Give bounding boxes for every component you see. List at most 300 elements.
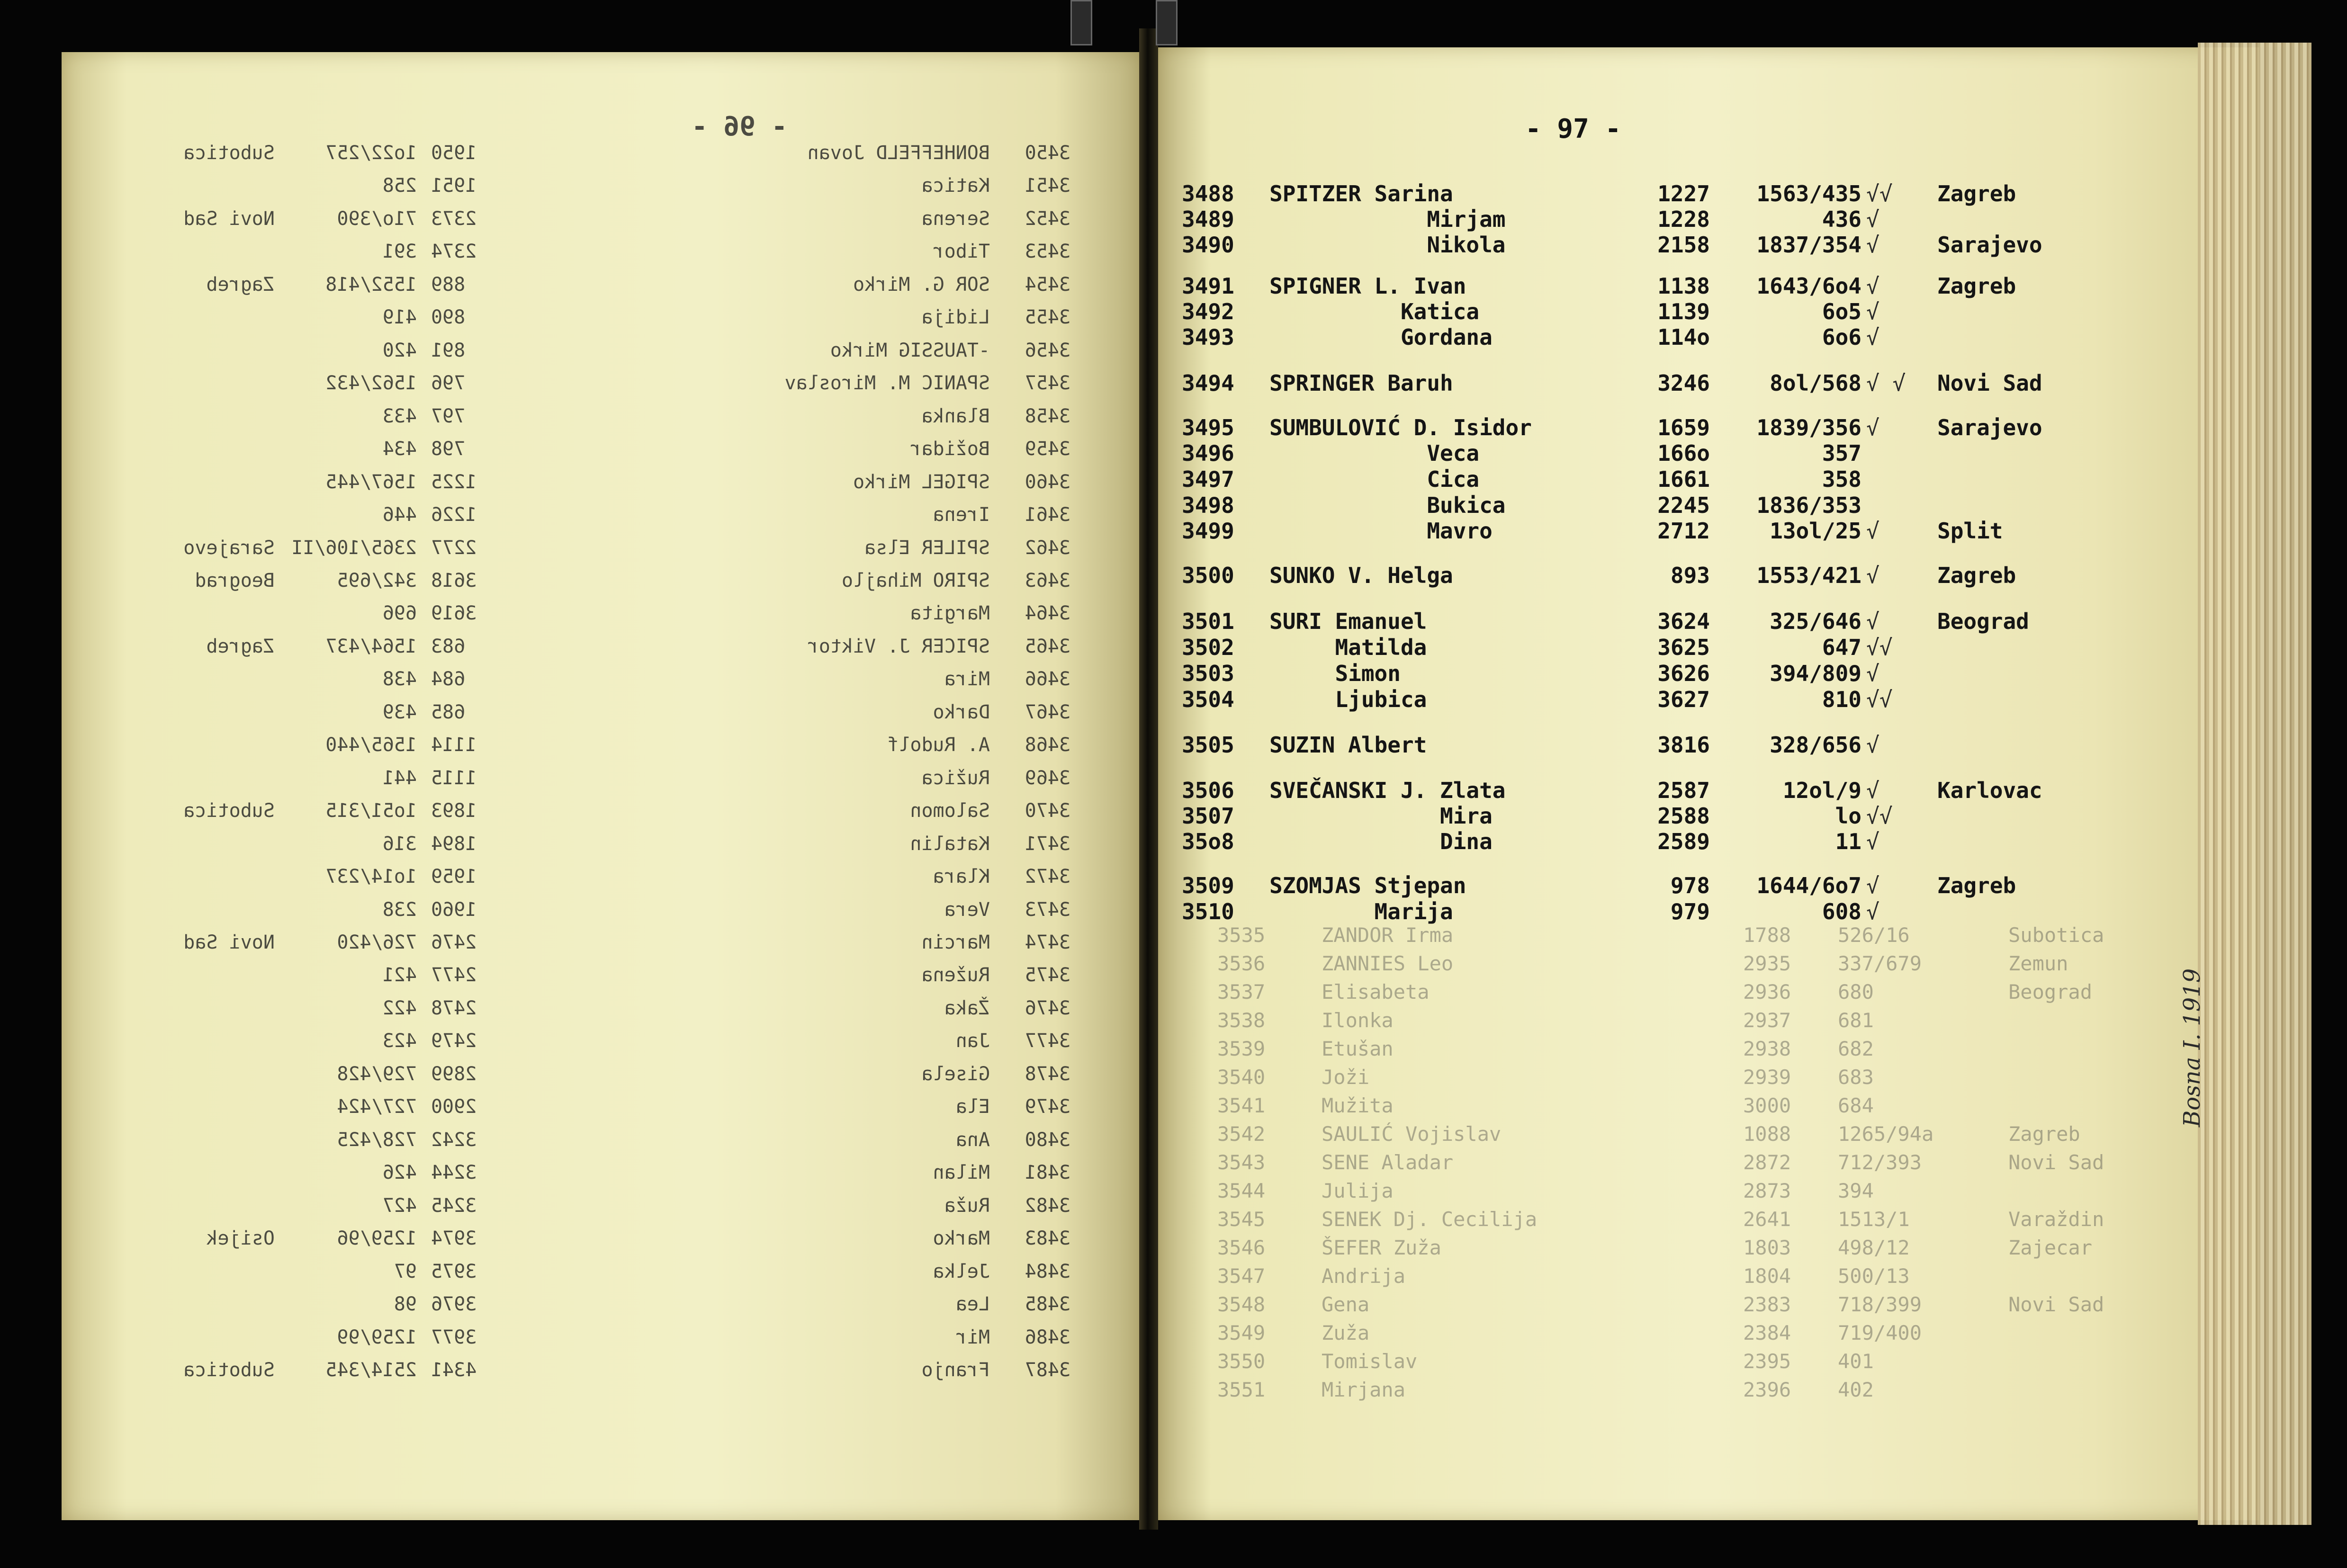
faint-entry-id: 2384 <box>1743 1321 1791 1344</box>
ghost-entry-id: 889 <box>431 274 466 296</box>
entry-name: Mira <box>1269 803 1493 829</box>
ghost-entry-number: 3471 <box>1025 833 1070 855</box>
faint-entry-number: 3538 <box>1217 1009 1266 1032</box>
entry-name: SPRINGER Baruh <box>1269 370 1453 396</box>
entry-name: Dina <box>1269 829 1493 854</box>
faint-entry-name: Mužita <box>1322 1094 1394 1117</box>
ghost-entry-name: SPIGEL Mirko <box>853 471 990 493</box>
faint-entry-ref: 526/16 <box>1838 923 1910 947</box>
check-mark: √ <box>1866 299 1879 324</box>
ghost-entry-id: 2900 <box>431 1096 477 1118</box>
entry-name: SUNKO V. Helga <box>1269 563 1453 588</box>
ghost-entry-id: 1115 <box>431 767 477 789</box>
ghost-entry-ref: 427 <box>382 1195 417 1217</box>
ghost-entry-number: 3453 <box>1025 241 1070 262</box>
entry-number: 3496 <box>1182 440 1234 466</box>
faint-entry-number: 3542 <box>1217 1122 1266 1146</box>
entry-number: 3493 <box>1182 324 1234 350</box>
entry-id: 3626 <box>1657 661 1710 686</box>
check-mark: √ <box>1866 873 1879 898</box>
entry-id: 1227 <box>1657 181 1710 206</box>
faint-entry-ref: 337/679 <box>1838 952 1922 975</box>
faint-entry-ref: 1265/94a <box>1838 1122 1934 1146</box>
table-row <box>0 609 2347 636</box>
ghost-entry-city: Osijek <box>206 1228 275 1249</box>
entry-id: 3246 <box>1657 370 1710 396</box>
ghost-entry-id: 683 <box>431 636 466 657</box>
faint-entry-name: SENE Aladar <box>1322 1151 1454 1174</box>
entry-ref: 647 <box>1822 635 1861 660</box>
entry-id: 893 <box>1670 563 1710 588</box>
ghost-entry-name: Gisela <box>921 1063 990 1085</box>
ghost-entry-ref: 420 <box>382 340 417 361</box>
ghost-entry-ref: 71o/390 <box>337 208 417 230</box>
ghost-entry-id: 3976 <box>431 1293 477 1315</box>
ghost-entry-name: Lea <box>955 1293 990 1315</box>
ghost-entry-number: 3454 <box>1025 274 1070 296</box>
entry-ref: 394/809 <box>1770 661 1861 686</box>
ghost-entry-ref: 423 <box>382 1030 417 1052</box>
ghost-entry-number: 3475 <box>1025 964 1070 986</box>
ghost-entry-ref: 1562/432 <box>325 372 417 394</box>
ghost-entry-id: 2477 <box>431 964 477 986</box>
entry-number: 3498 <box>1182 493 1234 518</box>
faint-row <box>0 1094 2347 1121</box>
faint-entry-id: 2383 <box>1743 1293 1791 1316</box>
entry-id: 166o <box>1657 440 1710 466</box>
faint-row <box>0 1179 2347 1207</box>
faint-row <box>0 1151 2347 1178</box>
entry-city: Split <box>1937 518 2003 544</box>
ghost-entry-id: 891 <box>431 340 466 361</box>
ghost-entry-number: 3472 <box>1025 866 1070 887</box>
entry-city: Beograd <box>1937 609 2029 634</box>
faint-row <box>0 1037 2347 1065</box>
ghost-entry-id: 3619 <box>431 602 477 624</box>
binding-clip <box>1156 0 1178 45</box>
faint-entry-name: Ilonka <box>1322 1009 1394 1032</box>
faint-entry-name: SAULIĆ Vojislav <box>1322 1122 1502 1146</box>
faint-entry-city: Beograd <box>2008 980 2093 1004</box>
entry-number: 3510 <box>1182 899 1234 924</box>
entry-city: Sarajevo <box>1937 415 2042 440</box>
entry-city: Karlovac <box>1937 778 2042 803</box>
ghost-entry-id: 3618 <box>431 570 477 591</box>
entry-number: 3505 <box>1182 732 1234 758</box>
ghost-entry-number: 3487 <box>1025 1359 1070 1381</box>
ghost-entry-id: 684 <box>431 668 466 690</box>
ghost-entry-number: 3483 <box>1025 1228 1070 1249</box>
ghost-entry-name: SPILER Elsa <box>864 537 990 559</box>
check-mark: √ √ <box>1866 370 1906 396</box>
ghost-entry-number: 3466 <box>1025 668 1070 690</box>
entry-ref: 1563/435 <box>1756 181 1861 206</box>
ghost-entry-city: Novi Sad <box>183 932 275 953</box>
ghost-entry-number: 3450 <box>1025 142 1070 164</box>
ghost-entry-city: Zagreb <box>206 636 275 657</box>
entry-id: 978 <box>1670 873 1710 898</box>
table-row <box>0 518 2347 546</box>
ghost-entry-ref: 1567/445 <box>325 471 417 493</box>
ghost-entry-name: Vera <box>944 899 990 921</box>
ghost-entry-number: 3474 <box>1025 932 1070 953</box>
entry-number: 3504 <box>1182 687 1234 712</box>
ghost-entry-ref: 446 <box>382 504 417 526</box>
ghost-entry-number: 3451 <box>1025 175 1070 197</box>
ghost-entry-number: 3456 <box>1025 340 1070 361</box>
entry-ref: 357 <box>1822 440 1861 466</box>
entry-id: 2589 <box>1657 829 1710 854</box>
entry-id: 1138 <box>1657 273 1710 299</box>
entry-id: 2245 <box>1657 493 1710 518</box>
check-mark: √ <box>1866 563 1879 588</box>
ghost-entry-name: Ružica <box>921 767 990 789</box>
entry-ref: 1837/354 <box>1756 232 1861 258</box>
ghost-entry-ref: 1259/96 <box>337 1228 417 1249</box>
table-row <box>0 466 2347 494</box>
ghost-entry-ref: 1o22/257 <box>325 142 417 164</box>
ghost-entry-id: 3242 <box>431 1129 477 1151</box>
ghost-entry-number: 3473 <box>1025 899 1070 921</box>
ghost-entry-name: Marko <box>933 1228 990 1249</box>
table-row <box>0 899 2347 926</box>
entry-name: SUMBULOVIĆ D. Isidor <box>1269 415 1532 440</box>
ghost-entry-ref: 342/695 <box>337 570 417 591</box>
ghost-entry-name: Ela <box>955 1096 990 1118</box>
table-row <box>0 273 2347 301</box>
ghost-entry-id: 2373 <box>431 208 477 230</box>
faint-row <box>0 980 2347 1008</box>
ghost-entry-name: BONHEFFELD Jovan <box>807 142 990 164</box>
ghost-entry-ref: 1565/440 <box>325 734 417 756</box>
ghost-entry-name: Margita <box>910 602 990 624</box>
faint-entry-ref: 680 <box>1838 980 1874 1004</box>
entry-ref: 328/656 <box>1770 732 1861 758</box>
faint-row <box>0 1208 2347 1235</box>
faint-entry-number: 3551 <box>1217 1378 1266 1401</box>
ghost-entry-number: 3468 <box>1025 734 1070 756</box>
ghost-entry-id: 3977 <box>431 1326 477 1348</box>
faint-entry-id: 2641 <box>1743 1208 1791 1231</box>
table-row <box>0 829 2347 856</box>
faint-entry-id: 1788 <box>1743 923 1791 947</box>
ghost-entry-ref: 1564/437 <box>325 636 417 657</box>
entry-number: 3500 <box>1182 563 1234 588</box>
faint-row <box>0 1264 2347 1292</box>
ghost-entry-id: 1225 <box>431 471 477 493</box>
ghost-entry-name: Jan <box>955 1030 990 1052</box>
faint-entry-city: Zemun <box>2008 952 2068 975</box>
ghost-entry-name: Irena <box>933 504 990 526</box>
margin-handwriting: Bosna I. 1919 <box>2179 968 2205 1127</box>
faint-entry-id: 2872 <box>1743 1151 1791 1174</box>
ghost-entry-ref: 419 <box>382 306 417 328</box>
table-row <box>0 232 2347 260</box>
ghost-entry-ref: 2514/345 <box>325 1359 417 1381</box>
ghost-entry-name: Blanka <box>921 405 990 427</box>
faint-entry-ref: 402 <box>1838 1378 1874 1401</box>
faint-row <box>0 923 2347 951</box>
faint-entry-city: Varaždin <box>2008 1208 2104 1231</box>
table-row <box>0 493 2347 520</box>
table-row <box>0 415 2347 442</box>
faint-entry-number: 3540 <box>1217 1066 1266 1089</box>
faint-entry-id: 3000 <box>1743 1094 1791 1117</box>
table-row <box>0 873 2347 900</box>
ghost-entry-id: 2476 <box>431 932 477 953</box>
faint-row <box>0 1009 2347 1036</box>
ghost-entry-name: -TAUSSIG Mirko <box>830 340 990 361</box>
faint-entry-city: Zagreb <box>2008 1122 2080 1146</box>
ghost-entry-ref: 97 <box>394 1261 417 1282</box>
check-mark: √ <box>1866 273 1879 299</box>
ghost-entry-number: 3469 <box>1025 767 1070 789</box>
entry-number: 3501 <box>1182 609 1234 634</box>
ghost-row <box>62 142 1142 169</box>
ghost-entry-ref: 439 <box>382 701 417 723</box>
faint-row <box>0 952 2347 979</box>
right-page-number: - 97 - <box>1525 114 1621 144</box>
faint-entry-number: 3549 <box>1217 1321 1266 1344</box>
check-mark: √√ <box>1866 687 1893 712</box>
ghost-entry-name: Marcin <box>921 932 990 953</box>
faint-row <box>0 1350 2347 1377</box>
ghost-entry-id: 1950 <box>431 142 477 164</box>
faint-entry-city: Zajecar <box>2008 1236 2093 1259</box>
faint-entry-ref: 1513/1 <box>1838 1208 1910 1231</box>
entry-ref: 1553/421 <box>1756 563 1861 588</box>
ghost-entry-name: Katalin <box>910 833 990 855</box>
entry-name: Matilda <box>1269 635 1427 660</box>
entry-city: Sarajevo <box>1937 232 2042 258</box>
ghost-entry-city: Subotica <box>183 800 275 822</box>
entry-number: 3507 <box>1182 803 1234 829</box>
ghost-entry-name: Salomon <box>910 800 990 822</box>
ghost-entry-number: 3464 <box>1025 602 1070 624</box>
faint-entry-number: 3546 <box>1217 1236 1266 1259</box>
ghost-entry-number: 3462 <box>1025 537 1070 559</box>
ghost-entry-name: Milan <box>933 1162 990 1183</box>
ghost-entry-name: Ruža <box>944 1195 990 1217</box>
ghost-entry-number: 3479 <box>1025 1096 1070 1118</box>
ghost-entry-id: 1951 <box>431 175 477 197</box>
entry-name: Mirjam <box>1269 206 1506 232</box>
faint-entry-number: 3545 <box>1217 1208 1266 1231</box>
check-mark: √√ <box>1866 181 1893 206</box>
entry-ref: 8ol/568 <box>1770 370 1861 396</box>
faint-row <box>0 1122 2347 1150</box>
faint-row <box>0 1321 2347 1349</box>
entry-number: 3494 <box>1182 370 1234 396</box>
entry-number: 3488 <box>1182 181 1234 206</box>
ghost-entry-name: Franjo <box>921 1359 990 1381</box>
faint-entry-name: Gena <box>1322 1293 1370 1316</box>
ghost-entry-name: Ana <box>955 1129 990 1151</box>
ghost-entry-number: 3485 <box>1025 1293 1070 1315</box>
ghost-entry-number: 3460 <box>1025 471 1070 493</box>
ghost-entry-name: SPIRO Mihajlo <box>841 570 990 591</box>
check-mark: √ <box>1866 232 1879 258</box>
ghost-entry-ref: 727/424 <box>337 1096 417 1118</box>
entry-name: Gordana <box>1269 324 1493 350</box>
entry-id: 2712 <box>1657 518 1710 544</box>
ghost-entry-name: Žaka <box>944 997 990 1019</box>
ghost-entry-ref: 726/420 <box>337 932 417 953</box>
ghost-entry-ref: 1259/99 <box>337 1326 417 1348</box>
ghost-entry-city: Zagreb <box>206 274 275 296</box>
ghost-entry-number: 3458 <box>1025 405 1070 427</box>
ghost-entry-ref: 422 <box>382 997 417 1019</box>
faint-entry-id: 1804 <box>1743 1264 1791 1288</box>
faint-entry-name: SENEK Dj. Cecilija <box>1322 1208 1538 1231</box>
entry-city: Novi Sad <box>1937 370 2042 396</box>
ghost-entry-ref: 729/428 <box>337 1063 417 1085</box>
ghost-entry-number: 3467 <box>1025 701 1070 723</box>
entry-city: Zagreb <box>1937 873 2016 898</box>
ghost-entry-id: 2479 <box>431 1030 477 1052</box>
ghost-entry-id: 890 <box>431 306 466 328</box>
faint-entry-name: Andrija <box>1322 1264 1406 1288</box>
check-mark: √ <box>1866 778 1879 803</box>
entry-id: 2158 <box>1657 232 1710 258</box>
faint-entry-name: Mirjana <box>1322 1378 1406 1401</box>
entry-city: Zagreb <box>1937 563 2016 588</box>
ghost-entry-city: Sarajevo <box>183 537 275 559</box>
ghost-entry-id: 796 <box>431 372 466 394</box>
entry-ref: 12ol/9 <box>1782 778 1861 803</box>
faint-entry-name: ZANDOR Irma <box>1322 923 1454 947</box>
ghost-entry-number: 3470 <box>1025 800 1070 822</box>
faint-entry-number: 3537 <box>1217 980 1266 1004</box>
ghost-entry-name: Božidar <box>910 438 990 460</box>
ghost-entry-number: 3480 <box>1025 1129 1070 1151</box>
ghost-entry-ref: 434 <box>382 438 417 460</box>
ghost-entry-city: Subotica <box>183 1359 275 1381</box>
faint-entry-id: 2939 <box>1743 1066 1791 1089</box>
ghost-entry-number: 3452 <box>1025 208 1070 230</box>
entry-name: Marija <box>1269 899 1453 924</box>
faint-entry-city: Subotica <box>2008 923 2104 947</box>
ghost-entry-ref: 696 <box>382 602 417 624</box>
check-mark: √ <box>1866 829 1879 854</box>
ghost-entry-number: 3457 <box>1025 372 1070 394</box>
entry-ref: 358 <box>1822 466 1861 492</box>
check-mark: √ <box>1866 206 1879 232</box>
entry-number: 3491 <box>1182 273 1234 299</box>
ghost-entry-number: 3484 <box>1025 1261 1070 1282</box>
entry-id: 3624 <box>1657 609 1710 634</box>
ghost-entry-id: 1226 <box>431 504 477 526</box>
entry-id: 1659 <box>1657 415 1710 440</box>
ghost-entry-ref: 1o14/237 <box>325 866 417 887</box>
ghost-entry-number: 3481 <box>1025 1162 1070 1183</box>
ghost-entry-ref: 98 <box>394 1293 417 1315</box>
table-row <box>0 299 2347 326</box>
entry-name: Bukica <box>1269 493 1506 518</box>
table-row <box>0 324 2347 352</box>
faint-entry-name: Joži <box>1322 1066 1370 1089</box>
faint-row <box>0 1293 2347 1320</box>
ghost-entry-name: SPICER J. Viktor <box>807 636 990 657</box>
entry-id: 2588 <box>1657 803 1710 829</box>
ghost-entry-ref: 316 <box>382 833 417 855</box>
entry-ref: 325/646 <box>1770 609 1861 634</box>
entry-number: 35o8 <box>1182 829 1234 854</box>
ghost-entry-ref: 421 <box>382 964 417 986</box>
faint-entry-city: Novi Sad <box>2008 1151 2104 1174</box>
entry-number: 3489 <box>1182 206 1234 232</box>
faint-entry-name: ŠEFER Zuža <box>1322 1236 1441 1259</box>
ghost-entry-number: 3476 <box>1025 997 1070 1019</box>
ghost-entry-id: 3974 <box>431 1228 477 1249</box>
ghost-entry-ref: 238 <box>382 899 417 921</box>
entry-name: Katica <box>1269 299 1480 324</box>
check-mark: √ <box>1866 518 1879 544</box>
table-row <box>0 370 2347 398</box>
check-mark: √ <box>1866 661 1879 686</box>
entry-ref: 436 <box>1822 206 1861 232</box>
check-mark: √ <box>1866 609 1879 634</box>
entry-ref: 11 <box>1835 829 1861 854</box>
faint-row <box>0 1236 2347 1263</box>
entry-ref: lo <box>1835 803 1861 829</box>
ghost-entry-city: Beograd <box>195 570 275 591</box>
ghost-entry-name: Klara <box>933 866 990 887</box>
entry-ref: 1839/356 <box>1756 415 1861 440</box>
ghost-entry-ref: 441 <box>382 767 417 789</box>
faint-entry-id: 2936 <box>1743 980 1791 1004</box>
ghost-entry-id: 798 <box>431 438 466 460</box>
faint-entry-number: 3539 <box>1217 1037 1266 1060</box>
ghost-entry-name: SOR G. Mirko <box>853 274 990 296</box>
entry-ref: 6o5 <box>1822 299 1861 324</box>
check-mark: √ <box>1866 732 1879 758</box>
ghost-entry-number: 3459 <box>1025 438 1070 460</box>
ghost-entry-number: 3455 <box>1025 306 1070 328</box>
entry-ref: 13ol/25 <box>1770 518 1861 544</box>
ghost-entry-id: 797 <box>431 405 466 427</box>
check-mark: √√ <box>1866 803 1893 829</box>
faint-entry-id: 1803 <box>1743 1236 1791 1259</box>
ghost-entry-id: 1894 <box>431 833 477 855</box>
faint-entry-id: 2935 <box>1743 952 1791 975</box>
entry-name: Cica <box>1269 466 1480 492</box>
faint-entry-ref: 718/399 <box>1838 1293 1922 1316</box>
table-row <box>0 563 2347 590</box>
entry-id: 1661 <box>1657 466 1710 492</box>
ghost-entry-id: 685 <box>431 701 466 723</box>
ghost-entry-id: 2277 <box>431 537 477 559</box>
entry-ref: 810 <box>1822 687 1861 712</box>
faint-entry-id: 1088 <box>1743 1122 1791 1146</box>
faint-entry-name: ZANNIES Leo <box>1322 952 1454 975</box>
entry-ref: 1643/6o4 <box>1756 273 1861 299</box>
entry-ref: 1644/6o7 <box>1756 873 1861 898</box>
entry-number: 3495 <box>1182 415 1234 440</box>
entry-number: 3506 <box>1182 778 1234 803</box>
entry-name: Mavro <box>1269 518 1493 544</box>
ghost-entry-ref: 728/425 <box>337 1129 417 1151</box>
table-row <box>0 732 2347 760</box>
ghost-entry-id: 3244 <box>431 1162 477 1183</box>
faint-entry-number: 3547 <box>1217 1264 1266 1288</box>
faint-entry-ref: 500/13 <box>1838 1264 1910 1288</box>
ghost-entry-name: Katica <box>921 175 990 197</box>
entry-number: 3490 <box>1182 232 1234 258</box>
ghost-entry-id: 3975 <box>431 1261 477 1282</box>
ghost-entry-name: SPANIC M. Miroslav <box>784 372 990 394</box>
entry-id: 979 <box>1670 899 1710 924</box>
